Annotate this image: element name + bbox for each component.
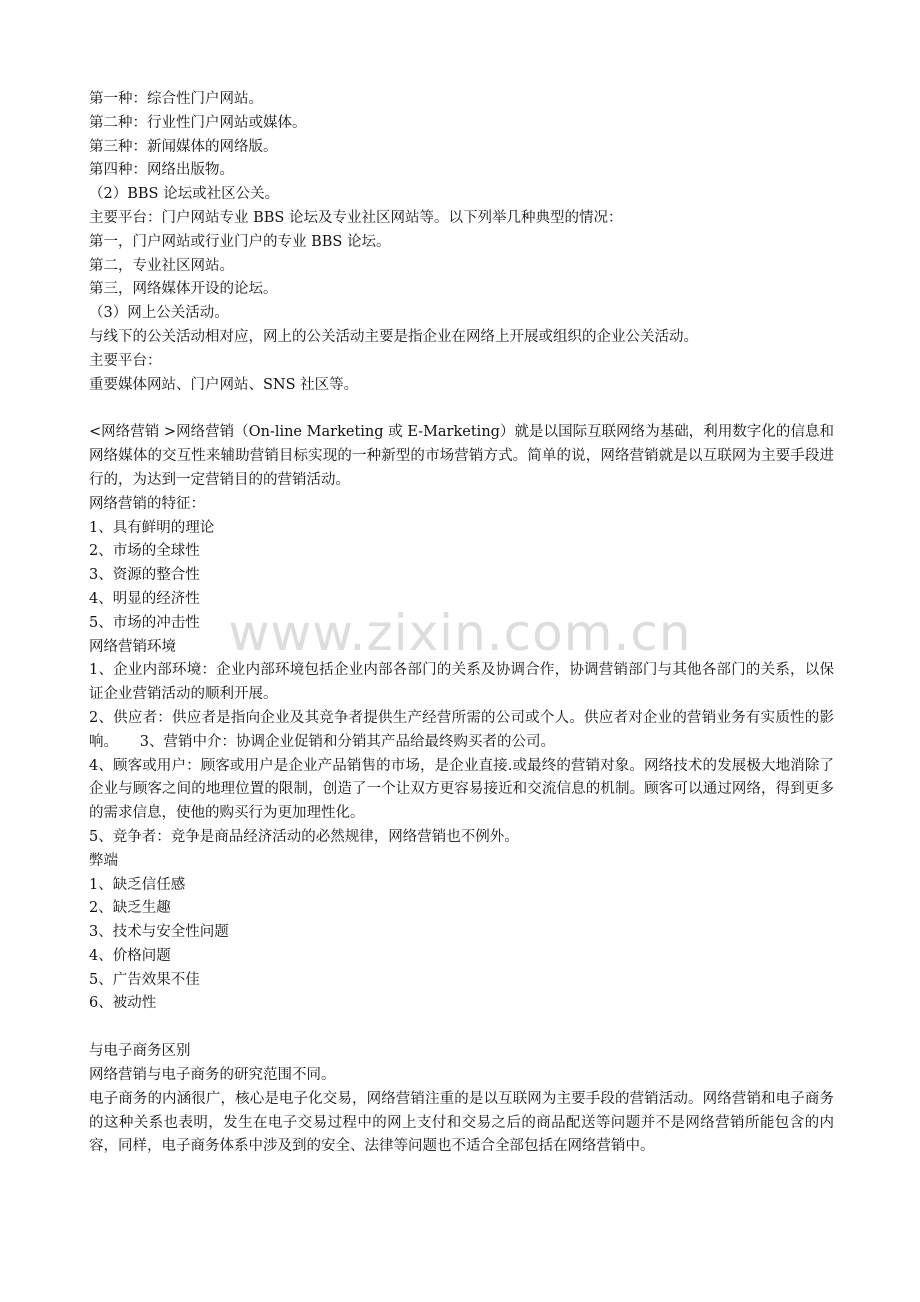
text-line: 第四种：网络出版物。 — [89, 162, 234, 179]
text-line: 主要平台：门户网站专业 BBS 论坛及专业社区网站等。以下列举几种典型的情况： — [89, 209, 623, 226]
text-line: 弊端 — [89, 852, 118, 869]
text-line: 5、广告效果不佳 — [89, 971, 200, 988]
text-line: 第一种：综合性门户网站。 — [89, 91, 263, 107]
text-line: 第二，专业社区网站。 — [89, 257, 234, 274]
text-line: 与电子商务区别 — [89, 1043, 191, 1060]
text-line: 1、具有鲜明的理论 — [89, 519, 215, 536]
text-line: 第二种：行业性门户网站或媒体。 — [89, 114, 307, 131]
text-line: 3、技术与安全性问题 — [89, 924, 229, 941]
text-line: 网络营销与电子商务的研究范围不同。 — [89, 1067, 336, 1084]
text-line: 2、缺乏生趣 — [89, 900, 171, 917]
text-line: 3、资源的整合性 — [89, 567, 200, 584]
text-line: 第一，门户网站或行业门户的专业 BBS 论坛。 — [89, 233, 391, 250]
text-line: 主要平台： — [89, 352, 162, 369]
text-line: 与线下的公关活动相对应，网上的公关活动主要是指企业在网络上开展或组织的企业公关活动。 — [89, 328, 698, 345]
paragraph: 电子商务的内涵很广，核心是电子化交易，网络营销注重的是以互联网为主要手段的营销活动。网络营销和电子商务的这种关系也表明，发生在电子交易过程中的网上支付和交易之后的商品配送等问题并不是网络营销所能包含的内容，同样，电子商务体系中涉及到的安全、法律等问题也不适合全部包括在网络营销中。 — [89, 1090, 834, 1155]
paragraph: 1、企业内部环境：企业内部环境包括企业内部各部门的关系及协调合作，协调营销部门与其他各部门的关系，以保证企业营销活动的顺利开展。 — [89, 662, 834, 703]
document-body — [89, 88, 834, 1159]
paragraph: <网络营销 >网络营销（On-line Marketing 或 E-Marketing）就是以国际互联网络为基础，利用数字化的信息和网络媒体的交互性来辅助营销目标实现的一种新型的市场营销方式。简单的说，网络营销就是以互联网为主要手段进行的，为达到一定营销目的的营销活动。 — [89, 424, 834, 488]
text-line: 第三，网络媒体开设的论坛。 — [89, 281, 278, 298]
watermark: www.zixin.com.cn — [228, 604, 692, 662]
paragraph: 2、供应者：供应者是指向企业及其竞争者提供生产经营所需的公司或个人。供应者对企业的营销业务有实质性的影响。 3、营销中介：协调企业促销和分销其产品给最终购买者的公司。 — [89, 709, 834, 750]
text-line: 5、市场的冲击性 — [89, 614, 200, 631]
blank-line — [89, 1016, 834, 1040]
text-line: 5、竞争者：竞争是商品经济活动的必然规律，网络营销也不例外。 — [89, 828, 519, 845]
text-line: （3）网上公关活动。 — [89, 305, 229, 322]
text-line: 2、市场的全球性 — [89, 543, 200, 560]
text-line: 第三种：新闻媒体的网络版。 — [89, 138, 278, 155]
text-line: 重要媒体网站、门户网站、SNS 社区等。 — [89, 376, 359, 393]
text-line: 1、缺乏信任感 — [89, 876, 186, 893]
text-line: （2）BBS 论坛或社区公关。 — [89, 186, 280, 203]
text-line: 4、明显的经济性 — [89, 590, 200, 607]
blank-line — [89, 397, 834, 421]
text-line: 网络营销环境 — [89, 638, 176, 655]
text-line: 4、价格问题 — [89, 947, 171, 964]
text-line: 6、被动性 — [89, 995, 157, 1012]
text-line: 网络营销的特征： — [89, 495, 205, 512]
paragraph: 4、顾客或用户：顾客或用户是企业产品销售的市场，是企业直接.或最终的营销对象。网络技术的发展极大地消除了企业与顾客之间的地理位置的限制，创造了一个让双方更容易接近和交流信息的机制。顾客可以通过网络，得到更多的需求信息，使他的购买行为更加理性化。 — [89, 757, 834, 822]
